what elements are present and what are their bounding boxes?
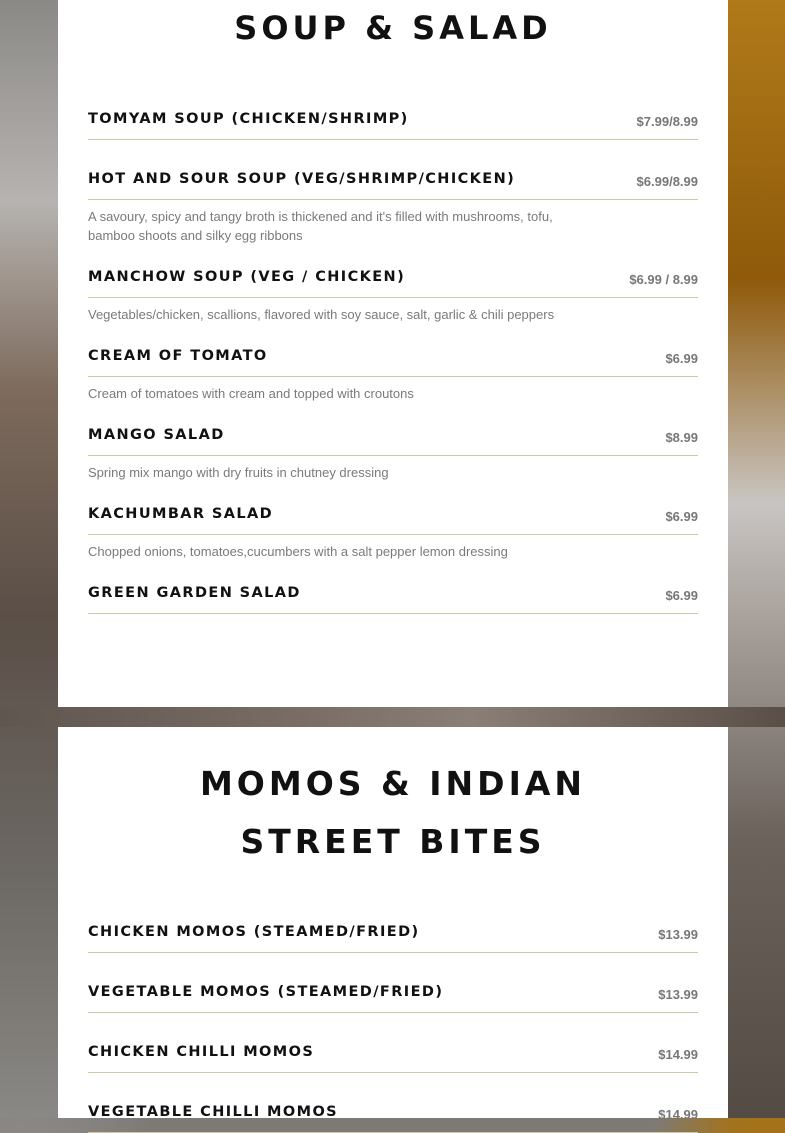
menu-item-name: CHICKEN CHILLI MOMOS [88, 1044, 315, 1060]
menu-item-price: $6.99 [665, 351, 698, 366]
background-right [728, 0, 785, 1118]
menu-item-description: Chopped onions, tomatoes,cucumbers with a salt pepper lemon dressing [88, 544, 508, 559]
menu-item-price: $6.99 [665, 588, 698, 603]
menu-item-name: MANCHOW SOUP (VEG / CHICKEN) [88, 269, 406, 285]
menu-item-header [88, 109, 698, 140]
menu-item-header [88, 583, 698, 614]
menu-item-header [88, 504, 698, 535]
menu-item-name: HOT AND SOUR SOUP (VEG/SHRIMP/CHICKEN) [88, 171, 516, 187]
menu-item-name: CHICKEN MOMOS (STEAMED/FRIED) [88, 924, 420, 940]
menu-item-header [88, 267, 698, 298]
menu-item [88, 346, 698, 403]
menu-item-name: GREEN GARDEN SALAD [88, 585, 301, 601]
menu-item-description: A savoury, spicy and tangy broth is thickened and it's filled with mushrooms, tofu, bamboo shoots and silky egg ribbons [88, 209, 553, 243]
menu-item-price: $13.99 [658, 927, 698, 942]
menu-item-name: VEGETABLE CHILLI MOMOS [88, 1104, 339, 1120]
menu-item-header [88, 922, 698, 953]
menu-item-header [88, 1042, 698, 1073]
background-left [0, 0, 58, 1118]
menu-item-description: Spring mix mango with dry fruits in chutney dressing [88, 465, 389, 480]
menu-item-description: Vegetables/chicken, scallions, flavored with soy sauce, salt, garlic & chili peppers [88, 307, 555, 322]
menu-item-price: $6.99 [665, 509, 698, 524]
menu-item-header [88, 425, 698, 456]
menu-item [88, 504, 698, 561]
background-band [0, 707, 785, 727]
menu-item [88, 922, 698, 953]
menu-item-description: Cream of tomatoes with cream and topped with croutons [88, 386, 414, 401]
menu-item-header [88, 982, 698, 1013]
menu-item-price: $14.99 [658, 1107, 698, 1122]
section-title: MOMOS & INDIAN STREET BITES [199, 764, 587, 861]
section-title: SOUP & SALAD [234, 9, 552, 47]
menu-item-price: $8.99 [665, 430, 698, 445]
menu-item-name: KACHUMBAR SALAD [88, 506, 274, 522]
menu-section-soup-salad [58, 0, 728, 707]
menu-item [88, 982, 698, 1013]
menu-item-price: $6.99/8.99 [636, 174, 698, 189]
menu-item [88, 169, 698, 245]
menu-item-header [88, 169, 698, 200]
menu-item-name: CREAM OF TOMATO [88, 348, 268, 364]
menu-item [88, 109, 698, 140]
menu-item-name: MANGO SALAD [88, 427, 225, 443]
menu-item-price: $6.99 / 8.99 [629, 272, 698, 287]
menu-item-price: $14.99 [658, 1047, 698, 1062]
menu-item-name: VEGETABLE MOMOS (STEAMED/FRIED) [88, 984, 444, 1000]
menu-item [88, 583, 698, 614]
menu-section-momos-street-bites [58, 727, 728, 1122]
menu-item-name: TOMYAM SOUP (CHICKEN/SHRIMP) [88, 111, 409, 127]
menu-item [88, 267, 698, 324]
menu-item [88, 1042, 698, 1073]
menu-item-header [88, 346, 698, 377]
menu-item-price: $7.99/8.99 [636, 114, 698, 129]
menu-item-price: $13.99 [658, 987, 698, 1002]
menu-item [88, 425, 698, 482]
